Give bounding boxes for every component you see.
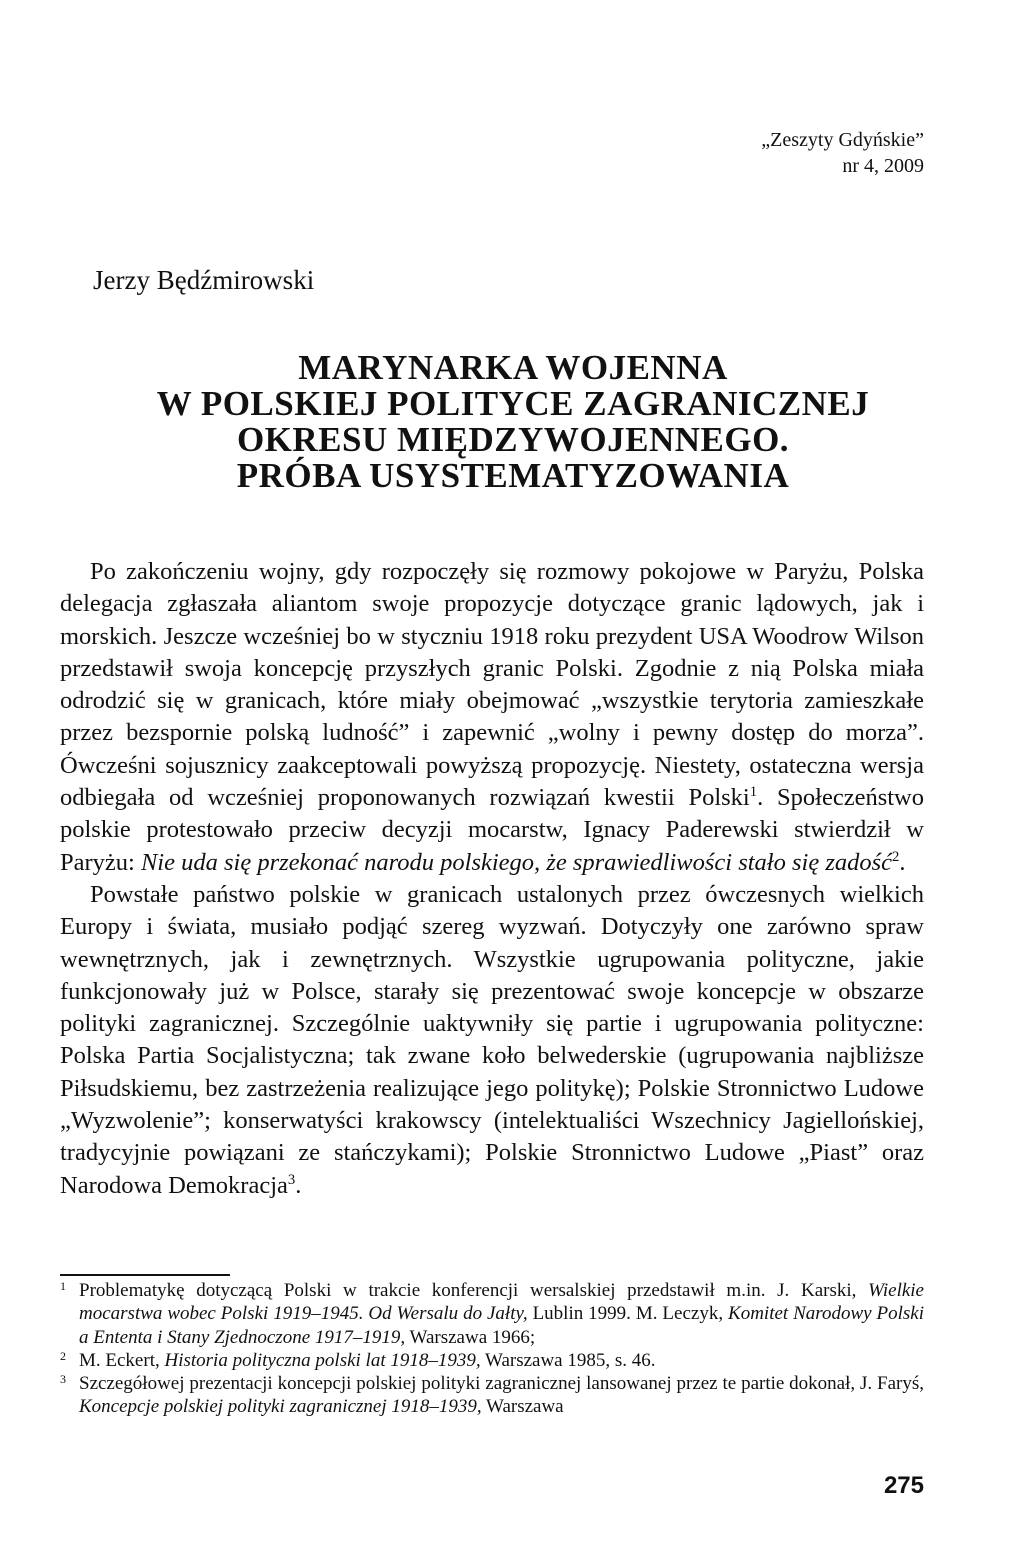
footnote-title: Wielkie mocarstwa wobec Polski 1919–1945. Od Wersalu do Jałty,	[79, 1280, 924, 1325]
footnote-title: Historia polityczna polski lat 1918–1939,	[164, 1349, 481, 1371]
footnote-title: Koncepcje polskiej polityki zagranicznej 1918–1939,	[79, 1396, 482, 1418]
footnote-number: 3	[60, 1372, 66, 1387]
footnote-text: Warszawa	[481, 1396, 564, 1418]
footnote-divider	[60, 1274, 230, 1276]
footnote-text: Warszawa 1966;	[405, 1326, 536, 1348]
footnote-title: Komitet Narodowy Polski a Ententa i Stany Zjednoczone 1917–1919,	[79, 1303, 925, 1348]
article-author: Jerzy Będźmirowski	[93, 265, 315, 295]
footnote-text: Szczegółowej prezentacji koncepcji polskiej polityki zagranicznej lansowanej przez te partie dokonał, J. Faryś,	[79, 1373, 924, 1395]
title-line: W POLSKIEJ POLITYCE ZAGRANICZNEJ	[156, 384, 870, 423]
footnote-ref: 3	[287, 1171, 296, 1188]
footnote-2	[60, 1349, 924, 1372]
article-body	[60, 556, 924, 1202]
footnote-text: Lublin 1999. M. Leczyk,	[527, 1303, 729, 1325]
title-line: PRÓBA USYSTEMATYZOWANIA	[236, 456, 790, 495]
paragraph-text: Po zakończeniu wojny, gdy rozpoczęły się rozmowy pokojowe w Paryżu, Polska delegacja zgłaszała aliantom swoje propozycje dotyczące granic lądowych, jak i morskich. Jeszcze wcześniej bo w styczniu 1918 roku prezydent USA Woodrow Wilson przedstawił swoja koncepcję przyszłych granic Polski. Zgodnie z nią Polska miała odrodzić się w granicach, które miały obejmować „wszystkie terytoria zamieszkałe przez bezspornie polską ludność” i zapewnić „wolny i pewny dostęp do morza”. Ówcześni sojusznicy zaakceptowali powyższą propozycję. Niestety, ostateczna wersja odbiegała od wcześniej proponowanych rozwiązań kwestii Polski	[60, 558, 924, 812]
footnote-number: 1	[60, 1279, 66, 1293]
footnote-text: Problematykę dotyczącą Polski w trakcie konferencji wersalskiej przedstawił m.in. J. Karski,	[79, 1280, 869, 1301]
paragraph	[60, 879, 924, 1202]
footnotes	[60, 1279, 924, 1419]
title-line: MARYNARKA WOJENNA	[298, 348, 728, 387]
article-title	[60, 350, 966, 494]
paragraph	[60, 556, 924, 879]
journal-title: „Zeszyty Gdyńskie”	[761, 129, 924, 151]
journal-header	[761, 127, 924, 179]
paderewski-quote: Nie uda się przekonać narodu polskiego, że sprawiedliwości stało się zadość	[140, 848, 893, 876]
footnote-text: Warszawa 1985, s. 46.	[480, 1349, 656, 1371]
footnote-3	[60, 1372, 924, 1419]
page-number: 275	[883, 1472, 924, 1499]
paragraph-text: Powstałe państwo polskie w granicach ustalonych przez ówczesnych wielkich Europy i świata, musiało podjąć szereg wyzwań. Dotyczyły one zarówno spraw wewnętrznych, jak i zewnętrznych. Wszystkie ugrupowania polityczne, jakie funkcjonowały już w Polsce, starały się prezentować swoje koncepcje w obszarze polityki zagranicznej. Szczególnie uaktywniły się partie i ugrupowania polityczne: Polska Partia Socjalistyczna; tak zwane koło belwederskie (ugrupowania najbliższe Piłsudskiemu, bez zastrzeżenia realizujące jego politykę); Polskie Stronnictwo Ludowe „Wyzwolenie”; konserwatyści krakowscy (intelektualiści Wszechnicy Jagiellońskiej, tradycyjnie powiązani ze stańczykami); Polskie Stronnictwo Ludowe „Piast” oraz Narodowa Demokracja	[60, 880, 924, 1199]
footnote-1	[60, 1279, 924, 1349]
footnote-ref: 1	[749, 783, 758, 800]
journal-issue: nr 4, 2009	[842, 155, 924, 177]
footnote-text: M. Eckert,	[79, 1349, 165, 1371]
title-line: OKRESU MIĘDZYWOJENNEGO.	[236, 420, 790, 459]
paragraph-text: . Społeczeństwo polskie protestowało przeciw decyzji mocarstw, Ignacy Paderewski stwierdził w Paryżu:	[60, 784, 924, 876]
paragraph-text: .	[899, 848, 906, 876]
footnote-ref: 2	[892, 848, 900, 865]
paragraph-text: .	[295, 1171, 302, 1199]
footnote-number: 2	[60, 1348, 66, 1363]
